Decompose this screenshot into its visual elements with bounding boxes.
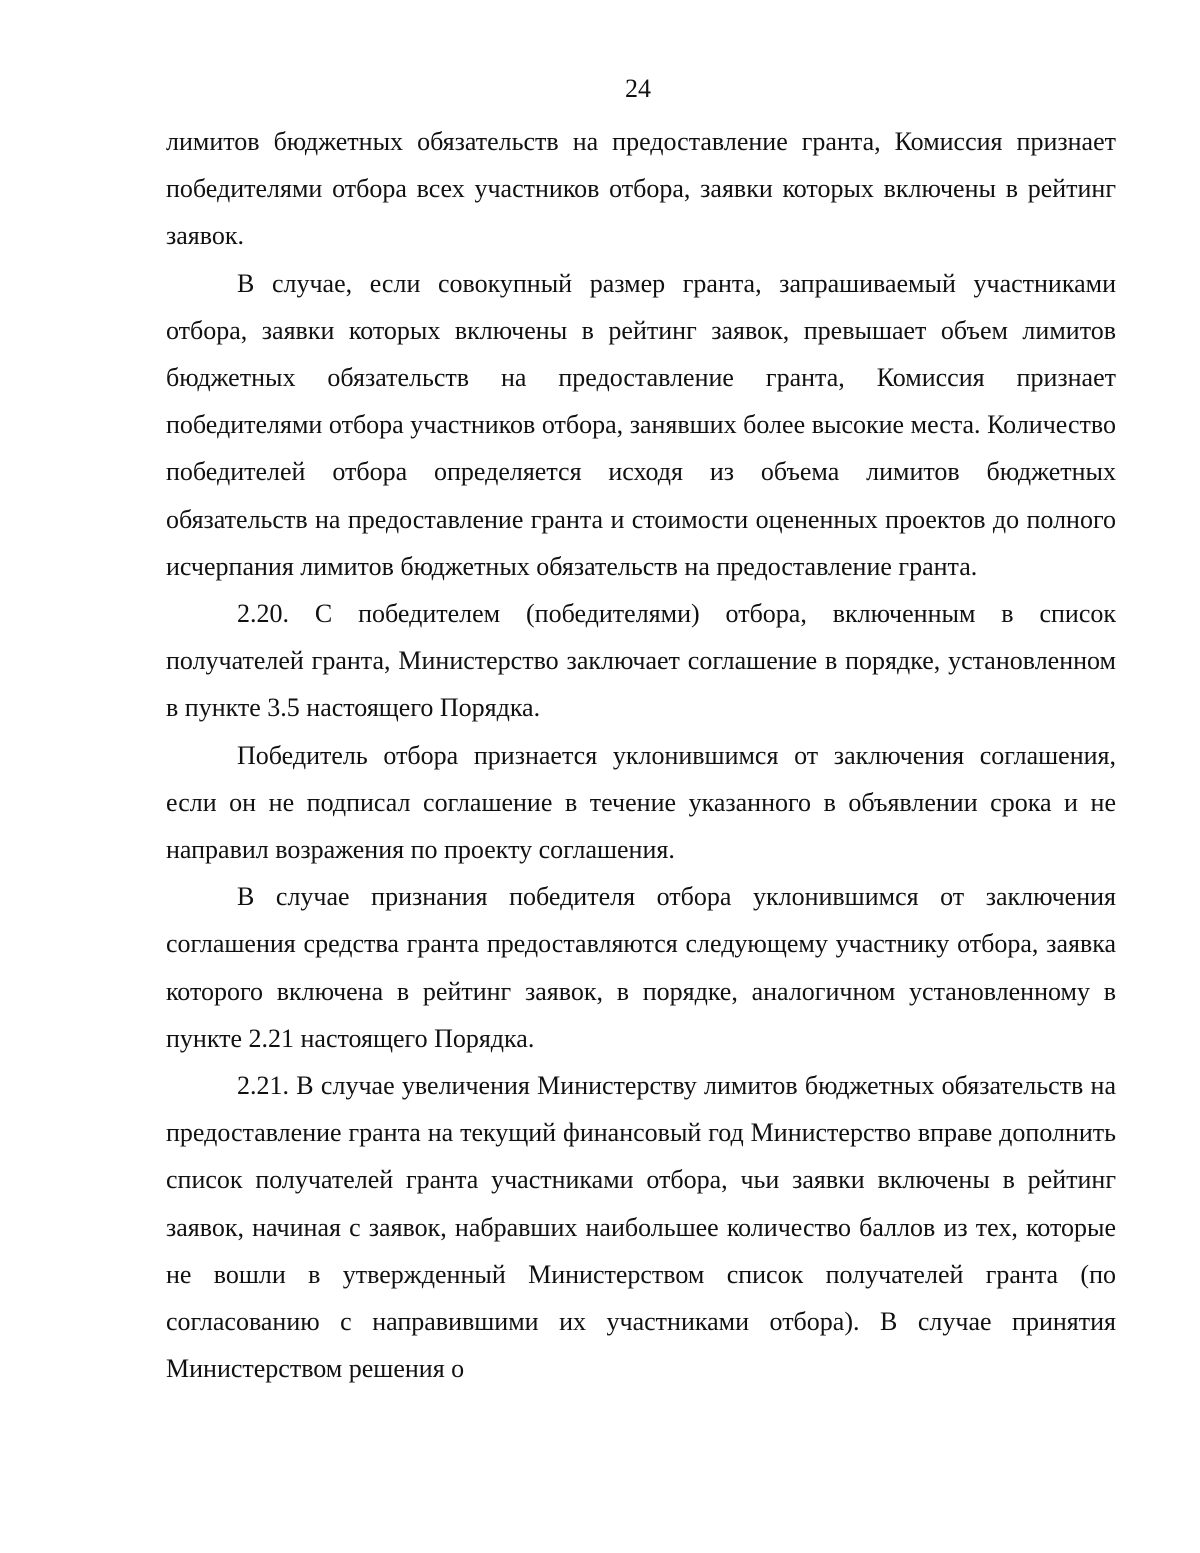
page-number: 24 bbox=[625, 74, 651, 103]
paragraph-4: Победитель отбора признается уклонившимся от заключения соглашения, если он не подписал соглашение в течение указанного в объявлении срока и не направил возражения по проекту соглашения. bbox=[166, 740, 1116, 865]
document-body bbox=[166, 118, 1116, 1392]
paragraph-2: В случае, если совокупный размер гранта, запрашиваемый участниками отбора, заявки которых включены в рейтинг заявок, превышает объем лимитов бюджетных обязательств на предоставление гранта, Комиссия признает победителями отбора участников отбора, занявших более высокие места. Количество победителей отбора определяется исходя из объема лимитов бюджетных обязательств на предоставление гранта и стоимости оцененных проектов до полного исчерпания лимитов бюджетных обязательств на предоставление гранта. bbox=[166, 268, 1116, 581]
paragraph-3: 2.20. С победителем (победителями) отбора, включенным в список получателей гранта, Министерство заключает соглашение в порядке, установленном в пункте 3.5 настоящего Порядка. bbox=[166, 599, 1116, 723]
paragraph-6: 2.21. В случае увеличения Министерству лимитов бюджетных обязательств на предоставление гранта на текущий финансовый год Министерство вправе дополнить список получателей гранта участниками отбора, чьи заявки включены в рейтинг заявок, начиная с заявок, набравших наибольшее количество баллов из тех, которые не вошли в утвержденный Министерством список получателей гранта (по согласованию с направившими их участниками отбора). В случае принятия Министерством решения о bbox=[166, 1071, 1116, 1384]
paragraph-5: В случае признания победителя отбора уклонившимся от заключения соглашения средства гранта предоставляются следующему участнику отбора, заявка которого включена в рейтинг заявок, в порядке, аналогичном установленному в пункте 2.21 настоящего Порядка. bbox=[166, 882, 1116, 1053]
paragraph-1: лимитов бюджетных обязательств на предоставление гранта, Комиссия признает победителями отбора всех участников отбора, заявки которых включены в рейтинг заявок. bbox=[166, 127, 1116, 251]
